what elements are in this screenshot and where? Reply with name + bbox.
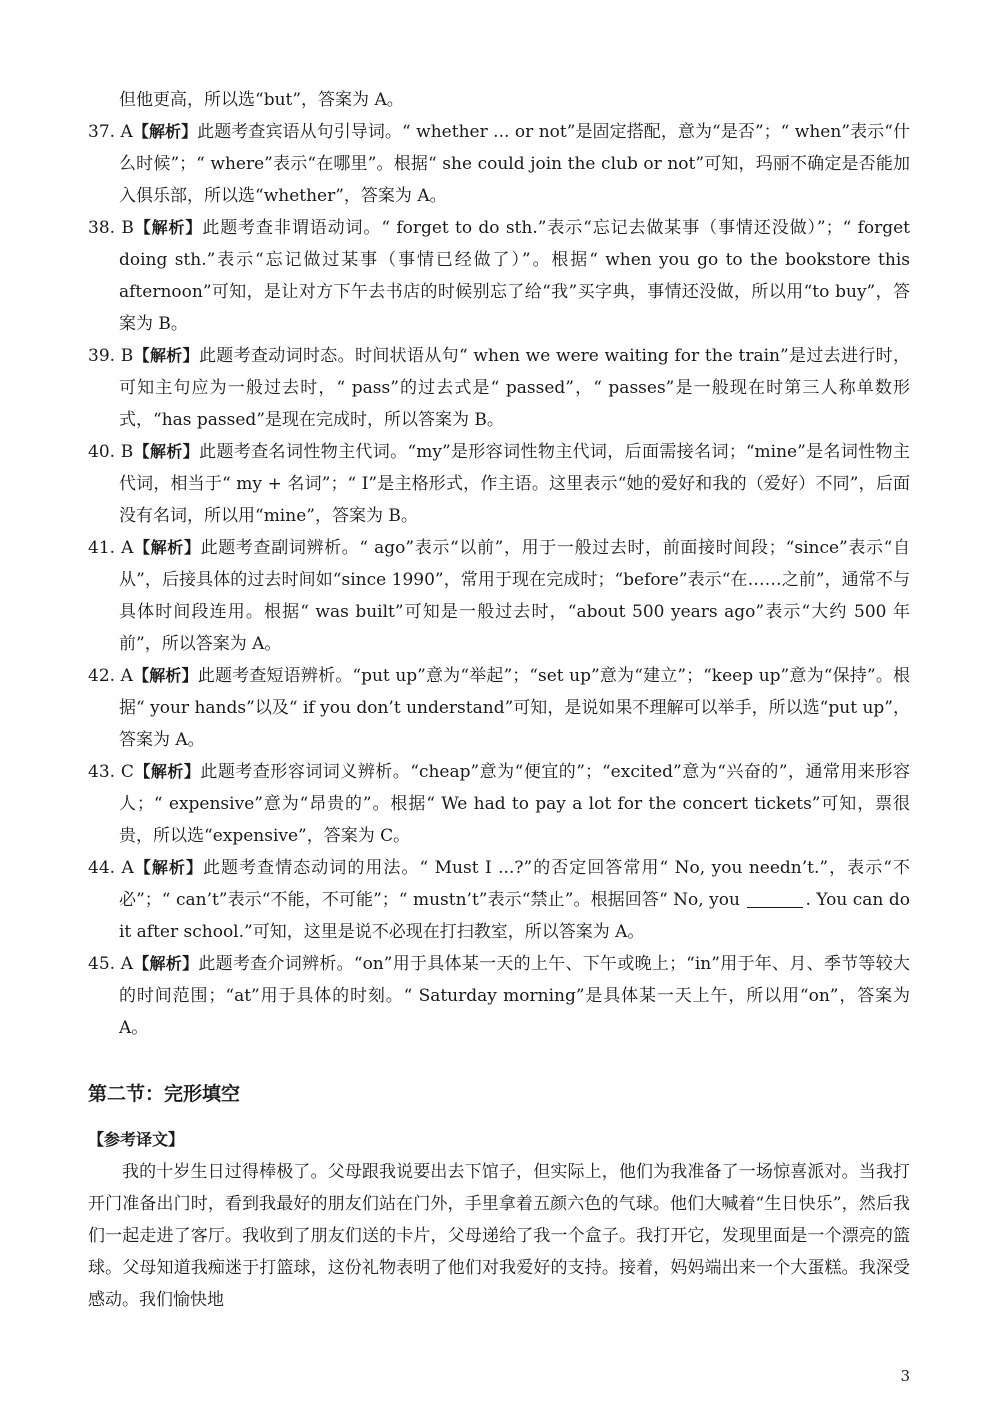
- item-number: 38. B: [88, 218, 134, 238]
- analysis-tag: 【解析】: [133, 442, 200, 461]
- analysis-tag: 【解析】: [133, 858, 203, 877]
- reference-translation-text: 我的十岁生日过得棒极了。父母跟我说要出去下馆子，但实际上，他们为我准备了一场惊喜派对。当我打开门准备出门时，看到我最好的朋友们站在门外，手里拿着五颜六色的气球。他们大喊着“生日快乐”，然后我们一起走进了客厅。我收到了朋友们送的卡片，父母递给了我一个盒子。我打开它，发现里面是一个漂亮的篮球。父母知道我痴迷于打篮球，这份礼物表明了他们对我爱好的支持。接着，妈妈端出来一个大蛋糕。我深受感动。我们愉快地: [88, 1162, 910, 1310]
- analysis-tag: 【解析】: [132, 122, 198, 141]
- item-number: 45. A: [88, 954, 133, 974]
- item-text: 此题考查介词辨析。“on”用于具体某一天的上午、下午或晚上；“in”用于年、月、季节等较大的时间范围；“at”用于具体的时刻。“ Saturday morning”是具体某一天上午，所以用“on”，答案为 A。: [119, 954, 910, 1038]
- continuation-text: 但他更高，所以选“but”，答案为 A。: [119, 90, 404, 110]
- answer-item-39: [88, 340, 910, 436]
- answer-item-44: [88, 852, 910, 948]
- item-text: 此题考查宾语从句引导词。“ whether ... or not”是固定搭配，意为“是否”；“ when”表示“什么时候”；“ where”表示“在哪里”。根据“ she could join the club or not”可知，玛丽不确定是否能加入俱乐部，所以选“whether”，答案为 A。: [119, 122, 910, 206]
- item-number: 44. A: [88, 858, 134, 878]
- item-text: 此题考查动词时态。时间状语从句“ when we were waiting for the train”是过去进行时，可知主句应为一般过去时，“ pass”的过去式是“ passed”，“ passes”是一般现在时第三人称单数形式，“has passed”是现在完成时，所以答案为 B。: [119, 346, 911, 430]
- item-number: 37. A: [88, 122, 133, 142]
- item-text: 此题考查名词性物主代词。“my”是形容词性物主代词，后面需接名词；“mine”是名词性物主代词，相当于“ my + 名词”；“ I”是主格形式，作主语。这里表示“她的爱好和我的（爱好）不同”，后面没有名词，所以用“mine”，答案为 B。: [119, 442, 910, 526]
- analysis-tag: 【解析】: [133, 218, 203, 237]
- reference-translation-heading: 【参考译文】: [88, 1130, 185, 1149]
- item-number: 43. C: [88, 762, 134, 782]
- item-text: 此题考查副词辨析。“ ago”表示“以前”，用于一般过去时，前面接时间段；“since”表示“自从”，后接具体的过去时间如“since 1990”，常用于现在完成时；“before”表示“在……之前”，通常不与具体时间段连用。根据“ was built”可知是一般过去时，“about 500 years ago”表示“大约 500 年前”，所以答案为 A。: [119, 538, 911, 654]
- item-number: 42. A: [88, 666, 133, 686]
- item-number: 41. A: [88, 538, 134, 558]
- analysis-tag: 【解析】: [133, 954, 199, 973]
- analysis-tag: 【解析】: [133, 762, 201, 781]
- answer-blank: [747, 889, 803, 908]
- item-text: . You can do it after school.”可知，这里是说不必现在打扫教室，所以答案为 A。: [119, 890, 910, 942]
- answer-explanations: [88, 84, 910, 1316]
- item-text: 此题考查情态动词的用法。“ Must I ...?”的否定回答常用“ No, you needn’t.”，表示“不必”；“ can’t”表示“不能，不可能”；“ mustn’t”表示“禁止”。根据回答“ No, you: [119, 858, 910, 910]
- analysis-tag: 【解析】: [132, 666, 198, 685]
- answer-item-37: [88, 116, 910, 212]
- answer-item-43: [88, 756, 910, 852]
- item-text: 此题考查短语辨析。“put up”意为“举起”；“set up”意为“建立”；“keep up”意为“保持”。根据“ your hands”以及“ if you don’t understand”可知，是说如果不理解可以举手，所以选“put up”，答案为 A。: [119, 666, 911, 750]
- item-text: 此题考查非谓语动词。“ forget to do sth.”表示“忘记去做某事（事情还没做）”；“ forget doing sth.”表示“忘记做过某事（事情已经做了）”。根据“ when you go to the bookstore this afternoon”可知，是让对方下午去书店的时候别忘了给“我”买字典，事情还没做，所以用“to buy”，答案为 B。: [119, 218, 911, 334]
- item-number: 40. B: [88, 442, 134, 462]
- answer-item-38: [88, 212, 910, 340]
- answer-item-42: [88, 660, 910, 756]
- item-text: 此题考查形容词词义辨析。“cheap”意为“便宜的”；“excited”意为“兴奋的”，通常用来形容人；“ expensive”意为“昂贵的”。根据“ We had to pay a lot for the concert tickets”可知，票很贵，所以选“expensive”，答案为 C。: [119, 762, 910, 846]
- page-number: 3: [900, 1367, 910, 1385]
- analysis-tag: 【解析】: [133, 346, 199, 365]
- answer-item-45: [88, 948, 910, 1044]
- item-number: 39. B: [88, 346, 134, 366]
- answer-item-41: [88, 532, 910, 660]
- section-heading: 第二节：完形填空: [88, 1083, 241, 1105]
- answer-item-40: [88, 436, 910, 532]
- analysis-tag: 【解析】: [133, 538, 201, 557]
